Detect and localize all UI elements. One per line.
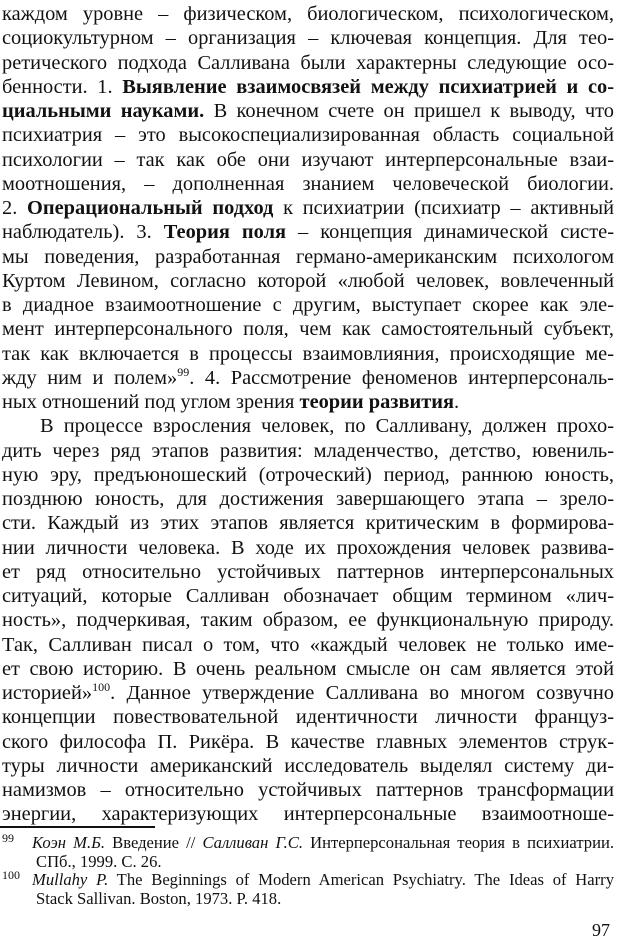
- text-run: бенности. 1.: [2, 75, 123, 98]
- footnote-author: Коэн М.Б.: [32, 833, 106, 852]
- text-line: мы поведения, разработанная германо-американским психологом: [2, 245, 614, 268]
- text-line: [2, 75, 614, 99]
- text-line: ет свою историю. В очень реальном смысле он сам является этой: [2, 657, 614, 680]
- text-line: В процессе взросления человек, по Салливану, должен прохо-: [40, 415, 614, 438]
- text-run: . Данное утверждение Салливана во многом созвучно: [110, 682, 614, 704]
- text-line: энергии, характеризующих интерперсональные взаимоотноше-: [2, 803, 614, 826]
- text-line: ского философа П. Рикёра. В качестве главных элементов струк-: [2, 730, 614, 753]
- text-line: ретического подхода Салливана были характерны следующие осо-: [2, 51, 614, 74]
- text-line: сти. Каждый из этих этапов является критическим в формирова-: [2, 512, 614, 535]
- footnote-text: Интерперсональная теория в психиатрии.: [303, 833, 614, 852]
- text-line: [2, 220, 614, 244]
- text-line: позднюю юность, для достижения завершающего этапа – зрело-: [2, 488, 614, 510]
- text-line: ситуаций, которые Салливан обозначает общим термином «лич-: [2, 585, 614, 607]
- text-line: моотношения, – дополненная знанием человеческой биологии.: [2, 172, 614, 195]
- text-run: В конечном счете он пришел к выводу, что: [204, 100, 614, 122]
- text-run: – концепция динамической систе-: [286, 221, 614, 244]
- text-line: туры личности американский исследователь выделял систему ди-: [2, 754, 614, 777]
- text-line: [2, 366, 614, 390]
- footnote-text: Введение //: [105, 833, 203, 852]
- text-run: историей»: [2, 682, 93, 704]
- text-line: Так, Салливан писал о том, что «каждый человек не только име-: [2, 633, 614, 656]
- text-run: к психиатрии (психиатр – активный: [273, 197, 614, 219]
- footnote-ref[interactable]: 99: [177, 364, 190, 379]
- text-run: . 4. Рассмотрение феноменов интерперсональ-: [189, 366, 614, 389]
- text-line: так как включается в процессы взаимовлияния, происходящие ме-: [2, 342, 614, 365]
- bold-term: Теория поля: [163, 221, 287, 244]
- bold-term: циальными науками.: [2, 100, 205, 122]
- footnote-line: СПб., 1999. С. 26.: [36, 851, 162, 871]
- text-line: ную эру, предъюношеский (отроческий) период, раннюю юность,: [2, 463, 614, 486]
- text-run: .: [454, 391, 460, 413]
- text-line: психиатрия – это высокоспециализированная область социальной: [2, 124, 614, 147]
- text-line: [2, 196, 614, 220]
- page-number: 97: [592, 920, 610, 940]
- text-run: ных отношений под углом зрения: [2, 391, 300, 413]
- main-text: [2, 2, 614, 827]
- bold-term: Выявление взаимосвязей между психиатрией и со-: [122, 75, 614, 98]
- footnote-ref[interactable]: 100: [92, 680, 111, 694]
- text-line: ет ряд относительно устойчивых паттернов интерперсональных: [2, 560, 614, 583]
- text-line: ность», подчеркивая, таким образом, ее функциональную природу.: [2, 609, 614, 632]
- text-run: жду ним и полем»: [2, 366, 178, 389]
- bold-term: теории развития: [299, 391, 455, 413]
- footnotes: [2, 826, 614, 908]
- footnote-author: Mullahy P.: [32, 870, 109, 890]
- text-line: намизмов – относительно устойчивых паттернов трансформации: [2, 779, 614, 801]
- text-run: 2.: [2, 197, 27, 219]
- text-line: [2, 390, 614, 414]
- text-line: мент интерперсонального поля, чем как самостоятельный субъект,: [2, 318, 614, 341]
- text-line: Куртом Левином, согласно которой «любой человек, вовлеченный: [2, 269, 614, 292]
- footnote-text: The Beginnings of Modern American Psychiatry. The Ideas of Harry: [108, 870, 615, 890]
- text-run: наблюдатель). 3.: [2, 221, 164, 244]
- text-line: социокультурном – организация – ключевая концепция. Для тео-: [2, 27, 614, 50]
- footnote-line: Stack Sallivan. Boston, 1973. P. 418.: [36, 888, 282, 908]
- text-line: в диадное взаимоотношение с другим, выступает скорее как эле-: [2, 294, 614, 316]
- text-line: [2, 681, 614, 705]
- bold-term: Операциональный подход: [27, 197, 274, 219]
- footnote-author: Салливан Г.С.: [202, 833, 303, 852]
- footnote-line: 100 Mullahy P. The Beginnings of Modern American Psychiatry. The Ideas of Harry: [2, 868, 615, 890]
- text-line: нии личности человека. В ходе их прохождения человек развива-: [2, 536, 614, 559]
- text-line: дить через ряд этапов развития: младенчество, детство, ювениль-: [2, 439, 614, 462]
- text-line: концепции повествовательной идентичности личности француз-: [2, 706, 614, 729]
- footnote-line: 99 Коэн М.Б. Введение // Салливан Г.С. Интерперсональная теория в психиатрии.: [2, 831, 614, 852]
- text-line: каждом уровне – физическом, биологическом, психологическом,: [2, 3, 614, 25]
- text-line: психологии – так как обе они изучают интерперсональные взаи-: [2, 148, 614, 171]
- text-line: [2, 99, 614, 123]
